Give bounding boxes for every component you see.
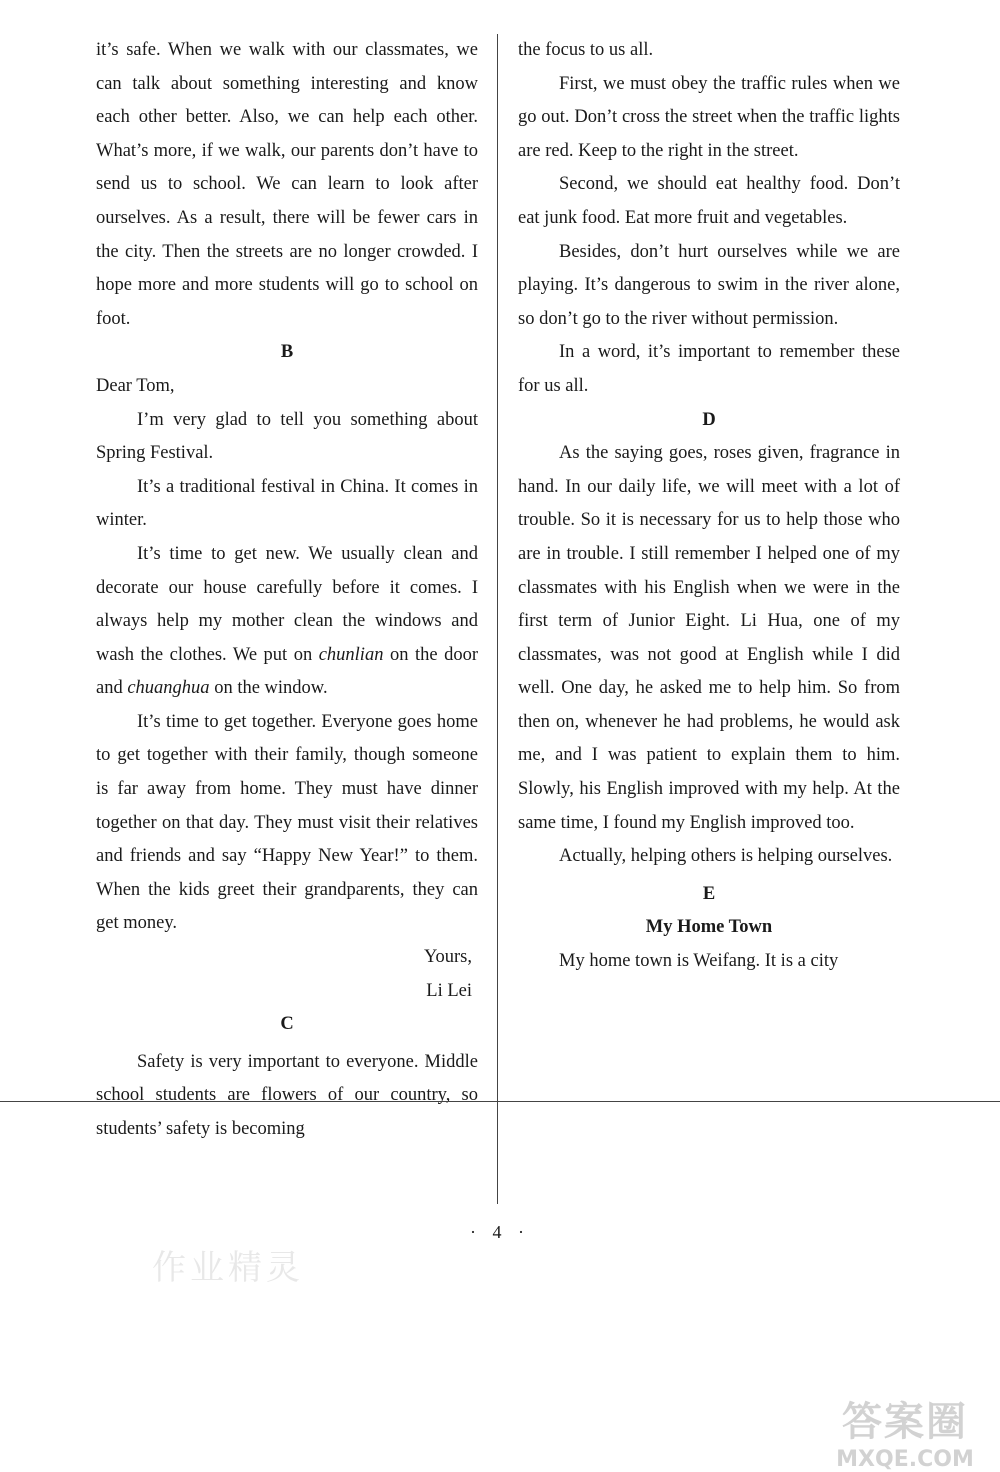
column-divider [497,34,498,1204]
letter-closing: Yours, [424,947,472,968]
essay-b-paragraph-3 [96,538,478,706]
essay-b-p3-text-2: on the door and [96,644,478,699]
letter-greeting: Dear Tom, [96,375,175,396]
essay-b-paragraph-1: I’m very glad to tell you something about Spring Festival. [96,409,478,464]
letter-signature: Li Lei [426,980,472,1001]
section-letter-c: C [280,1014,294,1035]
essay-c-paragraph-4: Besides, don’t hurt ourselves while we are playing. It’s dangerous to swim in the river alone, so don’t go to the river without permission. [518,241,900,329]
essay-c-paragraph-5: In a word, it’s important to remember these for us all. [518,342,900,396]
essay-d-paragraph-2: Actually, helping others is helping ourselves. [559,846,893,867]
essay-e-title: My Home Town [645,917,773,938]
page-number: · 4 · [470,1222,530,1242]
essay-d-paragraph-1: As the saying goes, roses given, fragrance in hand. In our daily life, we will meet with a lot of trouble. So it is necessary for us to help those who are in trouble. I still remember I helped one of my classmates with his English when we were in the first term of Junior Eight. Li Hua, one of my classmates, was not good at English while I did well. One day, he asked me to help him. So from then on, whenever he had problems, he would ask me, and I was patient to explain them to him. Slowly, his English improved with my help. At the same time, I found my English improved too. [518,443,900,833]
left-column [96,34,478,1147]
stamp-watermark: 作业精灵 [152,1248,304,1288]
essay-b-p3-text-1: It’s time to get new. We usually clean and decorate our house carefully before it comes. I always help my mother clean the windows and wash the clothes. We put on [96,543,478,665]
essay-c-paragraph-3: Second, we should eat healthy food. Don’t eat junk food. Eat more fruit and vegetables. [518,174,900,228]
section-letter-d: D [702,409,716,430]
essay-b-paragraph-2: It’s a traditional festival in China. It comes in winter. [96,476,478,531]
essay-c-paragraph-1: Safety is very important to everyone. Middle school students are flowers of our country, so students’ safety is becoming [96,1051,478,1139]
essay-b-p3-italic-chunlian: chunlian [318,644,384,665]
essay-c-paragraph-1-tail: the focus to us all. [518,40,654,60]
section-letter-e: E [702,883,716,904]
essay-b-p3-italic-chuanghua: chuanghua [127,678,210,699]
section-letter-b: B [280,342,294,363]
watermark-url: MXQE.COM [836,1447,974,1472]
watermark-logo-text: 答案圈 [842,1399,968,1445]
essay-b-paragraph-4: It’s time to get together. Everyone goes home to get together with their family, though someone is far away from home. They must have dinner together on that day. They must visit their relatives and friends and say “Happy New Year!” to them. When the kids greet their grandparents, they can get money. [96,711,478,934]
essay-a-tail: it’s safe. When we walk with our classmates, we can talk about something interesting and know each other better. Also, we can help each other. What’s more, if we walk, our parents don’t have to send us to school. We can learn to look after ourselves. As a result, there will be fewer cars in the city. Then the streets are no longer crowded. I hope more and more students will go to school on foot. [96,40,478,329]
site-watermark [820,1390,990,1472]
essay-e-paragraph-1: My home town is Weifang. It is a city [559,951,839,972]
horizontal-divider [0,1101,1000,1102]
essay-c-paragraph-2: First, we must obey the traffic rules when we go out. Don’t cross the street when the traffic lights are red. Keep to the right in the street. [518,73,900,161]
right-column [518,34,900,979]
essay-b-p3-text-3: on the window. [209,678,328,699]
